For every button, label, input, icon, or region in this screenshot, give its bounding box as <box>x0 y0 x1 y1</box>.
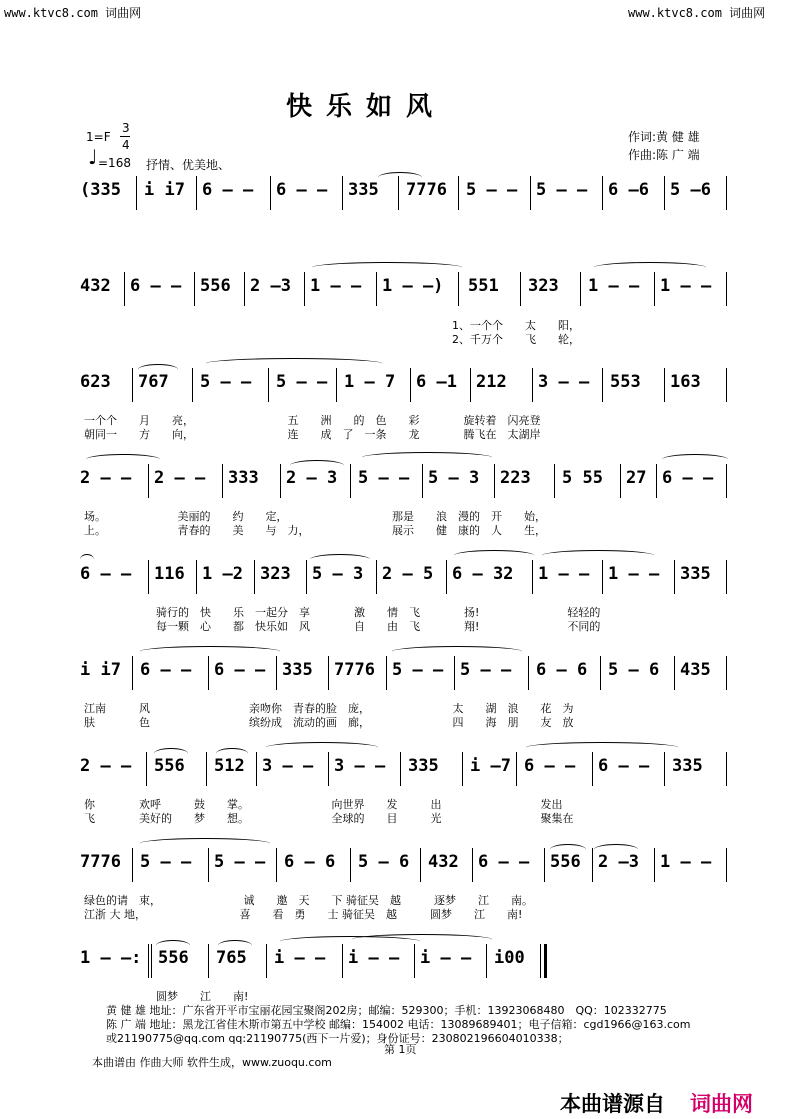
barline <box>266 944 267 978</box>
generator-note: 本曲谱由 作曲大师 软件生成，www.zuoqu.com <box>92 1056 332 1069</box>
barline <box>470 368 471 402</box>
barline <box>410 368 411 402</box>
barline <box>602 560 603 594</box>
barline <box>726 272 727 306</box>
barline <box>350 848 351 882</box>
barline <box>222 464 223 498</box>
score-row-1 <box>80 172 728 212</box>
measure: 5 – – <box>460 660 512 680</box>
measure: i –7 <box>470 756 511 776</box>
barline <box>458 272 459 306</box>
barline <box>554 464 555 498</box>
barline <box>400 752 401 786</box>
time-denominator: 4 <box>122 138 130 152</box>
measure: 5 – – <box>466 180 518 200</box>
barline <box>336 368 337 402</box>
measure: 6 – 6 <box>536 660 588 680</box>
barline <box>208 656 209 690</box>
repeat-barline-thick <box>151 944 152 978</box>
lyricist: 作词:黄 健 雄 <box>628 130 700 144</box>
measure: 2 – 5 <box>382 564 434 584</box>
tie <box>140 838 270 849</box>
barline <box>376 272 377 306</box>
barline <box>654 272 655 306</box>
barline <box>458 176 459 210</box>
lyric-line: 2、千万个 飞 轮， <box>452 333 580 346</box>
barline <box>544 848 545 882</box>
measure: 163 <box>670 372 701 392</box>
barline <box>726 176 727 210</box>
barline <box>422 464 423 498</box>
barline <box>674 560 675 594</box>
barline <box>146 752 147 786</box>
measure: 556 <box>154 756 185 776</box>
measure: 6 – 6 <box>284 852 336 872</box>
barline <box>420 848 421 882</box>
score-row-9 <box>80 940 728 980</box>
barline <box>602 368 603 402</box>
measure: i – – <box>348 948 400 968</box>
measure: i – – <box>274 948 326 968</box>
lyric-line: 一个个 月 亮， 五 洲 的 色 彩 旋转着 闪亮登 <box>84 414 541 427</box>
measure: 6 – – <box>214 660 266 680</box>
measure: 7776 <box>406 180 447 200</box>
song-title: 快乐如风 <box>286 92 447 122</box>
barline <box>726 560 727 594</box>
measure: 7776 <box>334 660 375 680</box>
score-row-7 <box>80 748 728 788</box>
measure: 5 – 6 <box>358 852 410 872</box>
barline <box>244 272 245 306</box>
measure: 5 – 3 <box>312 564 364 584</box>
barline <box>256 752 257 786</box>
measure: 335 <box>672 756 703 776</box>
measure: 5 –6 <box>670 180 711 200</box>
barline <box>306 560 307 594</box>
lyric-line: 上。 青春的 美 与 力， 展示 健 康的 人 生， <box>84 524 546 537</box>
barline <box>726 464 727 498</box>
barline <box>206 752 207 786</box>
barline <box>398 176 399 210</box>
final-barline-thick <box>544 944 547 978</box>
measure: 623 <box>80 372 111 392</box>
measure: 5 – – <box>536 180 588 200</box>
tie <box>352 934 492 945</box>
barline <box>124 272 125 306</box>
barline <box>414 944 415 978</box>
barline <box>462 752 463 786</box>
barline <box>208 848 209 882</box>
measure: 767 <box>138 372 169 392</box>
expression-mark: 抒情、优美地、 <box>146 158 231 172</box>
measure: 5 – – <box>140 852 192 872</box>
barline <box>656 464 657 498</box>
measure: 2 – – <box>154 468 206 488</box>
slur <box>594 262 706 273</box>
barline <box>148 464 149 498</box>
score-row-8 <box>80 844 728 884</box>
barline <box>494 464 495 498</box>
barline <box>376 560 377 594</box>
barline <box>472 848 473 882</box>
measure: 6 –1 <box>416 372 457 392</box>
barline <box>530 176 531 210</box>
header-right-url[interactable]: www.ktvc8.com 词曲网 <box>628 6 766 20</box>
composer-contact-extra: 或21190775@qq.com qq:21190775(西下一片爱)；身份证号：230802196604010338； <box>106 1032 569 1045</box>
measure: 6 – – <box>276 180 328 200</box>
barline <box>726 848 727 882</box>
measure: 435 <box>680 660 711 680</box>
barline <box>132 368 133 402</box>
lyric-line: 骑行的 快 乐 一起分 享 激 情 飞 扬! 轻轻的 <box>156 606 601 619</box>
measure: 3 – – <box>262 756 314 776</box>
measure: 556 <box>550 852 581 872</box>
barline <box>196 176 197 210</box>
slur <box>362 452 492 463</box>
measure: 7776 <box>80 852 121 872</box>
measure: 5 – – <box>200 372 252 392</box>
barline <box>254 560 255 594</box>
measure: 335 <box>408 756 439 776</box>
score-row-2 <box>80 268 728 308</box>
page-number: 第 1页 <box>384 1043 417 1056</box>
barline <box>486 944 487 978</box>
final-barline <box>540 944 541 978</box>
tie <box>542 550 654 561</box>
measure: 6 – – <box>478 852 530 872</box>
lyricist-contact: 黄 健 雄 地址：广东省开平市宝丽花园宝聚阁202房；邮编：529300；手机：13923068480 QQ：102332775 <box>106 1004 667 1017</box>
barline <box>664 176 665 210</box>
measure: 212 <box>476 372 507 392</box>
lyric-line: 肤 色 缤纷成 流动的画 廊， 四 海 朋 友 放 <box>84 716 574 729</box>
measure: 335 <box>680 564 711 584</box>
measure: i – – <box>420 948 472 968</box>
barline <box>664 368 665 402</box>
lyric-line: 圆梦 江 南! <box>156 990 249 1003</box>
measure: 553 <box>610 372 641 392</box>
score-row-5 <box>80 556 728 596</box>
measure: 432 <box>80 276 111 296</box>
barline <box>664 752 665 786</box>
score-row-6 <box>80 652 728 692</box>
measure: 556 <box>158 948 189 968</box>
barline <box>328 752 329 786</box>
barline <box>328 656 329 690</box>
lyric-line: 场。 美丽的 约 定， 那是 浪 漫的 开 始， <box>84 510 546 523</box>
barline <box>580 272 581 306</box>
tie <box>526 742 678 753</box>
barline <box>350 464 351 498</box>
composer-contact: 陈 广 端 地址：黑龙江省佳木斯市第五中学校 邮编：154002 电话：13089689401；电子信箱：cgd1966@163.com <box>106 1018 691 1031</box>
measure: 3 – – <box>334 756 386 776</box>
measure: 1 – – <box>660 276 712 296</box>
measure: 5 – 3 <box>428 468 480 488</box>
barline <box>192 368 193 402</box>
measure: 1 – – <box>538 564 590 584</box>
measure: 6 – – <box>130 276 182 296</box>
measure: 1 – – <box>588 276 640 296</box>
barline <box>270 176 271 210</box>
measure: 3 – – <box>538 372 590 392</box>
slur <box>454 550 534 561</box>
lyric-line: 每一颗 心 都 快乐如 风 自 由 飞 翔! 不同的 <box>156 620 601 633</box>
barline <box>592 752 593 786</box>
barline <box>446 560 447 594</box>
measure: 335 <box>348 180 379 200</box>
measure: 5 – – <box>214 852 266 872</box>
barline <box>528 656 529 690</box>
measure: 5 55 <box>562 468 603 488</box>
barline <box>386 656 387 690</box>
barline <box>532 560 533 594</box>
barline <box>602 176 603 210</box>
lyric-line: 江南 风 亲吻你 青春的脸 庞， 太 湖 浪 花 为 <box>84 702 574 715</box>
barline <box>532 368 533 402</box>
barline <box>148 560 149 594</box>
measure: 432 <box>428 852 459 872</box>
measure: 1 – –: <box>80 948 142 968</box>
measure: 1 – 7 <box>344 372 396 392</box>
barline <box>276 656 277 690</box>
time-numerator: 3 <box>122 121 130 135</box>
measure: 6 – – <box>524 756 576 776</box>
quarter-note-icon: ♩ <box>88 145 98 169</box>
measure: 223 <box>500 468 531 488</box>
measure: 1 – – <box>310 276 362 296</box>
measure: i00 <box>494 948 525 968</box>
barline <box>674 656 675 690</box>
barline <box>726 368 727 402</box>
measure: 5 – – <box>392 660 444 680</box>
measure: 2 – – <box>80 756 132 776</box>
source-prefix: 本曲谱源自 <box>560 1092 665 1116</box>
tempo: =168 <box>98 156 131 170</box>
measure: 116 <box>154 564 185 584</box>
measure: 1 – –) <box>382 276 444 296</box>
barline <box>654 848 655 882</box>
barline <box>592 848 593 882</box>
barline <box>454 656 455 690</box>
measure: 6 – – <box>140 660 192 680</box>
measure: 6 –6 <box>608 180 649 200</box>
tie <box>662 454 728 465</box>
measure: 6 – 32 <box>452 564 514 584</box>
header-left-url[interactable]: www.ktvc8.com 词曲网 <box>4 6 142 20</box>
score-row-3 <box>80 364 728 404</box>
barline <box>276 848 277 882</box>
measure: 1 – – <box>608 564 660 584</box>
barline <box>620 464 621 498</box>
slur <box>206 358 382 369</box>
measure: 6 – – <box>598 756 650 776</box>
measure: 6 – – <box>80 564 132 584</box>
measure: 5 – – <box>358 468 410 488</box>
lyric-line: 江浙 大 地， 喜 看 勇 士 骑征吴 越 圆梦 江 南! <box>84 908 523 921</box>
measure: 333 <box>228 468 259 488</box>
composer: 作曲:陈 广 端 <box>628 148 700 162</box>
measure: 335 <box>282 660 313 680</box>
barline <box>132 848 133 882</box>
barline <box>342 944 343 978</box>
barline <box>208 944 209 978</box>
measure: 2 – 3 <box>286 468 338 488</box>
measure: 6 – – <box>662 468 714 488</box>
measure: 27 <box>626 468 647 488</box>
barline <box>136 176 137 210</box>
measure: 512 <box>214 756 245 776</box>
measure: 5 – 6 <box>608 660 660 680</box>
measure: 556 <box>200 276 231 296</box>
tie <box>266 742 378 753</box>
barline <box>600 656 601 690</box>
lyric-line: 朝同一 方 向， 连 成 了 一条 龙 腾飞在 太湖岸 <box>84 428 541 441</box>
barline <box>516 752 517 786</box>
measure: 323 <box>260 564 291 584</box>
measure: 765 <box>216 948 247 968</box>
barline <box>304 272 305 306</box>
barline <box>726 752 727 786</box>
source-brand-link[interactable]: 词曲网 <box>690 1092 753 1116</box>
measure: i i7 <box>144 180 185 200</box>
lyric-line: 1、一个个 太 阳， <box>452 319 580 332</box>
slur <box>312 262 462 273</box>
measure: 1 –2 <box>202 564 243 584</box>
measure: 323 <box>528 276 559 296</box>
barline <box>726 656 727 690</box>
measure: 551 <box>468 276 499 296</box>
lyric-line: 飞 美好的 梦 想。 全球的 目 光 聚集在 <box>84 812 574 825</box>
measure: 6 – – <box>202 180 254 200</box>
measure: i i7 <box>80 660 121 680</box>
time-divider <box>120 136 130 137</box>
barline <box>520 272 521 306</box>
repeat-barline <box>148 944 149 978</box>
measure: 2 –3 <box>598 852 639 872</box>
tie <box>140 646 280 657</box>
measure: (335 <box>80 180 121 200</box>
measure: 2 – – <box>80 468 132 488</box>
barline <box>194 272 195 306</box>
measure: 1 – – <box>660 852 712 872</box>
barline <box>280 464 281 498</box>
barline <box>268 368 269 402</box>
score-row-4 <box>80 460 728 500</box>
measure: 2 –3 <box>250 276 291 296</box>
tie <box>392 646 522 657</box>
lyric-line: 你 欢呼 鼓 掌。 向世界 发 出 发出 <box>84 798 563 811</box>
barline <box>342 176 343 210</box>
barline <box>132 656 133 690</box>
barline <box>196 560 197 594</box>
lyric-line: 绿色的请 束， 诚 邀 天 下 骑征吴 越 逐梦 江 南。 <box>84 894 533 907</box>
measure: 5 – – <box>276 372 328 392</box>
key-signature: 1=F <box>86 130 111 144</box>
